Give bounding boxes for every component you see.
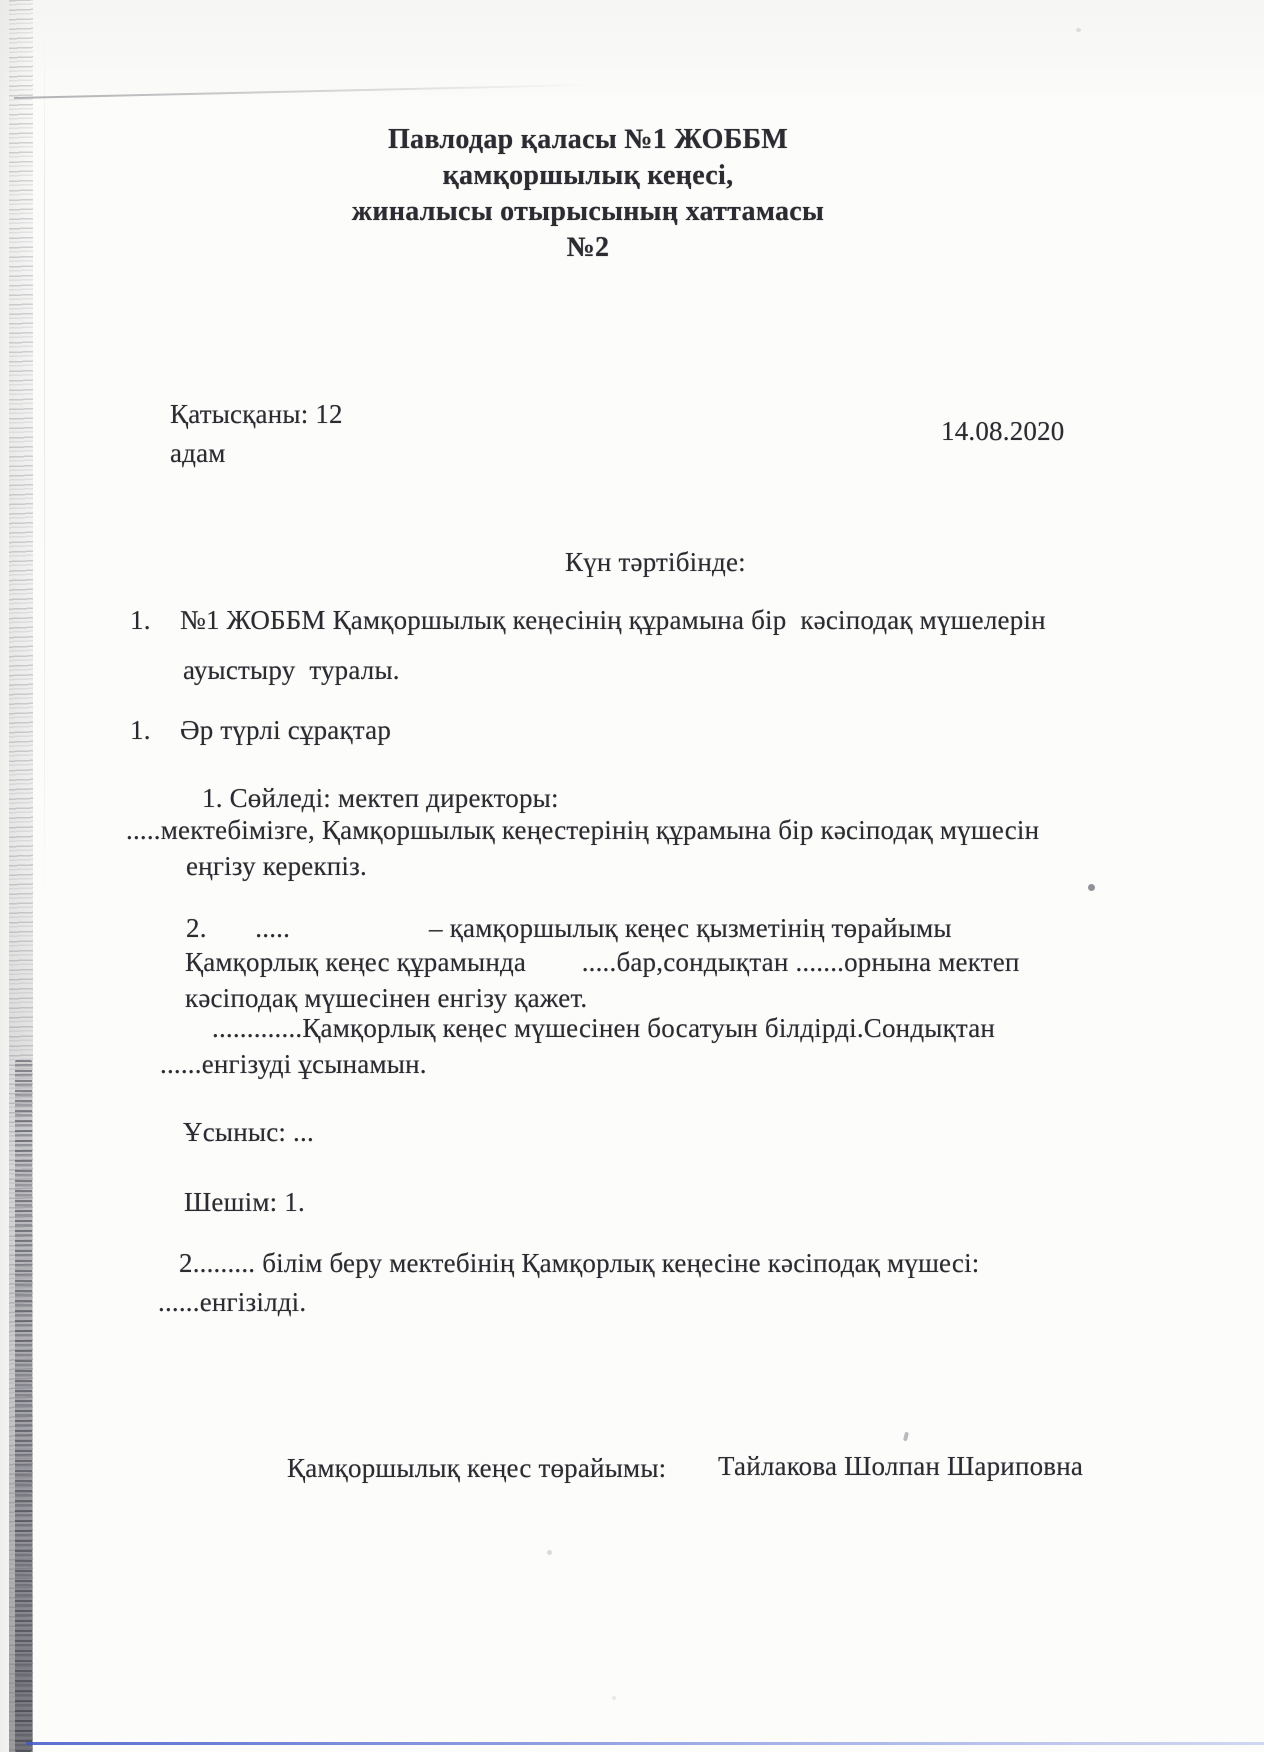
title-line-1: Павлодар қаласы №1 ЖОББМ <box>387 124 789 155</box>
agenda-item-1-text-line-2: ауыстыру туралы. <box>183 655 400 685</box>
attendees-count: Қатысқаны: 12 <box>170 399 343 429</box>
scan-speck <box>612 1696 616 1700</box>
agenda-item-2-text: Әр түрлі сұрақтар <box>180 715 392 745</box>
speech-1-line-2: еңгізу керекпіз. <box>186 851 367 881</box>
decision-2-line-2: ......енгізілді. <box>158 1287 307 1317</box>
title-line-2: қамқоршылық кеңесі, <box>442 160 734 191</box>
agenda-item-1-number: 1. <box>130 605 151 635</box>
decision-2-line-1: 2......... білім беру мектебінің Қамқорлық кеңесіне кәсіподақ мүшесі: <box>179 1248 980 1278</box>
speech-2-line-2: кәсіподақ мүшесінен енгізу қажет. <box>185 983 588 1013</box>
scan-top-shade <box>0 0 1264 96</box>
title-line-3: жиналысы отырысының хаттамасы <box>351 196 825 227</box>
speech-1-line-1: .....мектебімізге, Қамқоршылық кеңестерінің құрамына бір кәсіподақ мүшесін <box>126 815 1040 845</box>
proposal-line: Ұсыныс: ... <box>183 1117 314 1147</box>
speech-1-heading: 1. Сөйледі: мектеп директоры: <box>202 783 559 813</box>
document-title <box>0 122 1176 266</box>
speech-2-line-4: ......енгізуді ұсынамын. <box>160 1049 427 1079</box>
agenda-item-1-text-line-1: №1 ЖОББМ Қамқоршылық кеңесінің құрамына бір кәсіподақ мүшелерін <box>180 605 1046 635</box>
signature-name: Тайлакова Шолпан Шариповна <box>718 1451 1084 1481</box>
scan-left-edge-strip-dark <box>15 1060 32 1752</box>
scan-speck <box>1088 884 1095 891</box>
agenda-item-2-number: 1. <box>130 715 151 745</box>
agenda-heading: Күн тәртібінде: <box>565 547 746 577</box>
speech-2-line-3: .............Қамқорлық кеңес мүшесінен босатуын білдірді.Сондықтан <box>212 1013 996 1043</box>
scan-speck <box>1076 28 1081 32</box>
signature-label: Қамқоршылық кеңес төрайымы: <box>287 1453 667 1483</box>
title-line-4: №2 <box>566 232 610 263</box>
scan-speck <box>547 1550 552 1555</box>
scan-speck <box>903 1432 909 1442</box>
speech-2-line-1: Қамқорлық кеңес құрамында .....бар,сондықтан .......орнына мектеп <box>185 947 1020 977</box>
decision-line: Шешім: 1. <box>184 1187 305 1217</box>
speech-2-heading: 2. ..... – қамқоршылық кеңес қызметінің төрайымы <box>186 913 952 943</box>
document-date: 14.08.2020 <box>941 416 1065 446</box>
attendees-unit: адам <box>170 438 226 468</box>
scan-bottom-blue-line <box>26 1742 1264 1745</box>
